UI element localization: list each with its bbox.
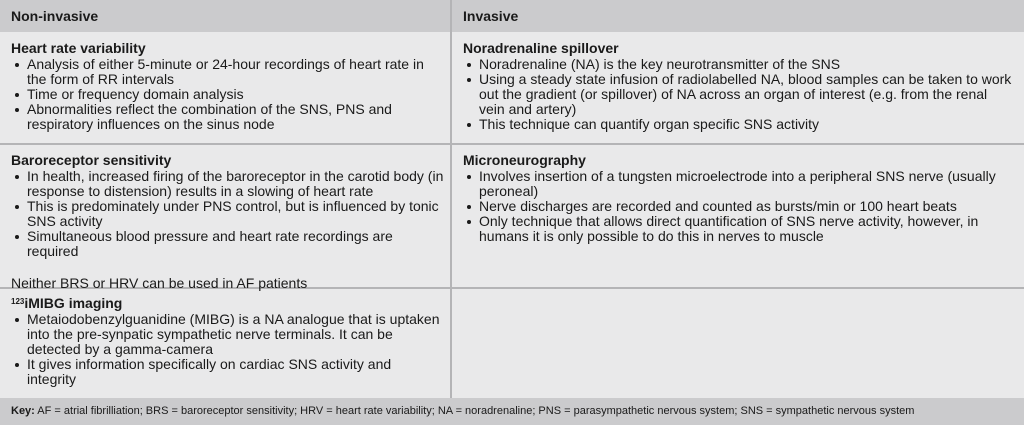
cell-mibg xyxy=(11,296,441,387)
bullet-list xyxy=(11,312,441,387)
list-item: Simultaneous blood pressure and heart rate recordings are required xyxy=(11,229,447,259)
key-text: AF = atrial fibrilliation; BRS = baroreceptor sensitivity; HRV = heart rate variability; NA = noradrenaline; PNS = parasympathetic nervous system; SNS = sympathetic nervous system xyxy=(37,405,915,417)
list-item: Analysis of either 5-minute or 24-hour recordings of heart rate in the form of RR intervals xyxy=(11,57,441,87)
cell-title: Heart rate variability xyxy=(11,40,146,56)
cell-title: Noradrenaline spillover xyxy=(463,40,619,56)
key-footer xyxy=(0,398,1024,425)
column-divider xyxy=(450,0,452,398)
header-non-invasive: Non-invasive xyxy=(0,0,450,32)
list-item: Abnormalities reflect the combination of the SNS, PNS and respiratory influences on the sinus node xyxy=(11,102,441,132)
list-item: In health, increased firing of the baroreceptor in the carotid body (in response to distension) results in a slowing of heart rate xyxy=(11,169,447,199)
list-item: Time or frequency domain analysis xyxy=(11,87,441,102)
cell-hrv xyxy=(11,41,441,132)
list-item: Noradrenaline (NA) is the key neurotransmitter of the SNS xyxy=(463,57,1013,72)
cell-brs xyxy=(11,153,447,291)
list-item: Only technique that allows direct quantification of SNS nerve activity, however, in humans it is only possible to do this in nerves to muscle xyxy=(463,214,1011,244)
list-item: Using a steady state infusion of radiolabelled NA, blood samples can be taken to work out the gradient (or spillover) of NA across an organ of interest (e.g. from the renal vein and artery) xyxy=(463,72,1013,117)
list-item: This technique can quantify organ specific SNS activity xyxy=(463,117,1013,132)
list-item: Metaiodobenzylguanidine (MIBG) is a NA analogue that is uptaken into the pre-synpatic sympathetic nerve terminals. It can be detected by a gamma-camera xyxy=(11,312,441,357)
note-text: Neither BRS or HRV can be used in AF patients xyxy=(11,275,308,291)
cell-title-text: iMIBG imaging xyxy=(24,295,123,311)
list-item: This is predominately under PNS control, but is influenced by tonic SNS activity xyxy=(11,199,447,229)
bullet-list xyxy=(11,169,447,259)
isotope-superscript: 123 xyxy=(11,297,25,306)
list-item: It gives information specifically on cardiac SNS activity and integrity xyxy=(11,357,441,387)
bullet-list xyxy=(11,57,441,132)
row-divider xyxy=(0,143,450,145)
cell-title xyxy=(11,296,441,311)
cell-title: Baroreceptor sensitivity xyxy=(11,152,172,168)
row-divider xyxy=(452,143,1024,145)
list-item: Nerve discharges are recorded and counted as bursts/min or 100 heart beats xyxy=(463,199,1011,214)
row-divider xyxy=(452,287,1024,289)
cell-spillover xyxy=(463,41,1013,132)
list-item: Involves insertion of a tungsten microelectrode into a peripheral SNS nerve (usually peroneal) xyxy=(463,169,1011,199)
header-invasive: Invasive xyxy=(452,0,1024,32)
key-label: Key: xyxy=(11,405,35,417)
bullet-list xyxy=(463,57,1013,132)
cell-title: Microneurography xyxy=(463,152,586,168)
bullet-list xyxy=(463,169,1011,244)
cell-microneurography xyxy=(463,153,1011,244)
